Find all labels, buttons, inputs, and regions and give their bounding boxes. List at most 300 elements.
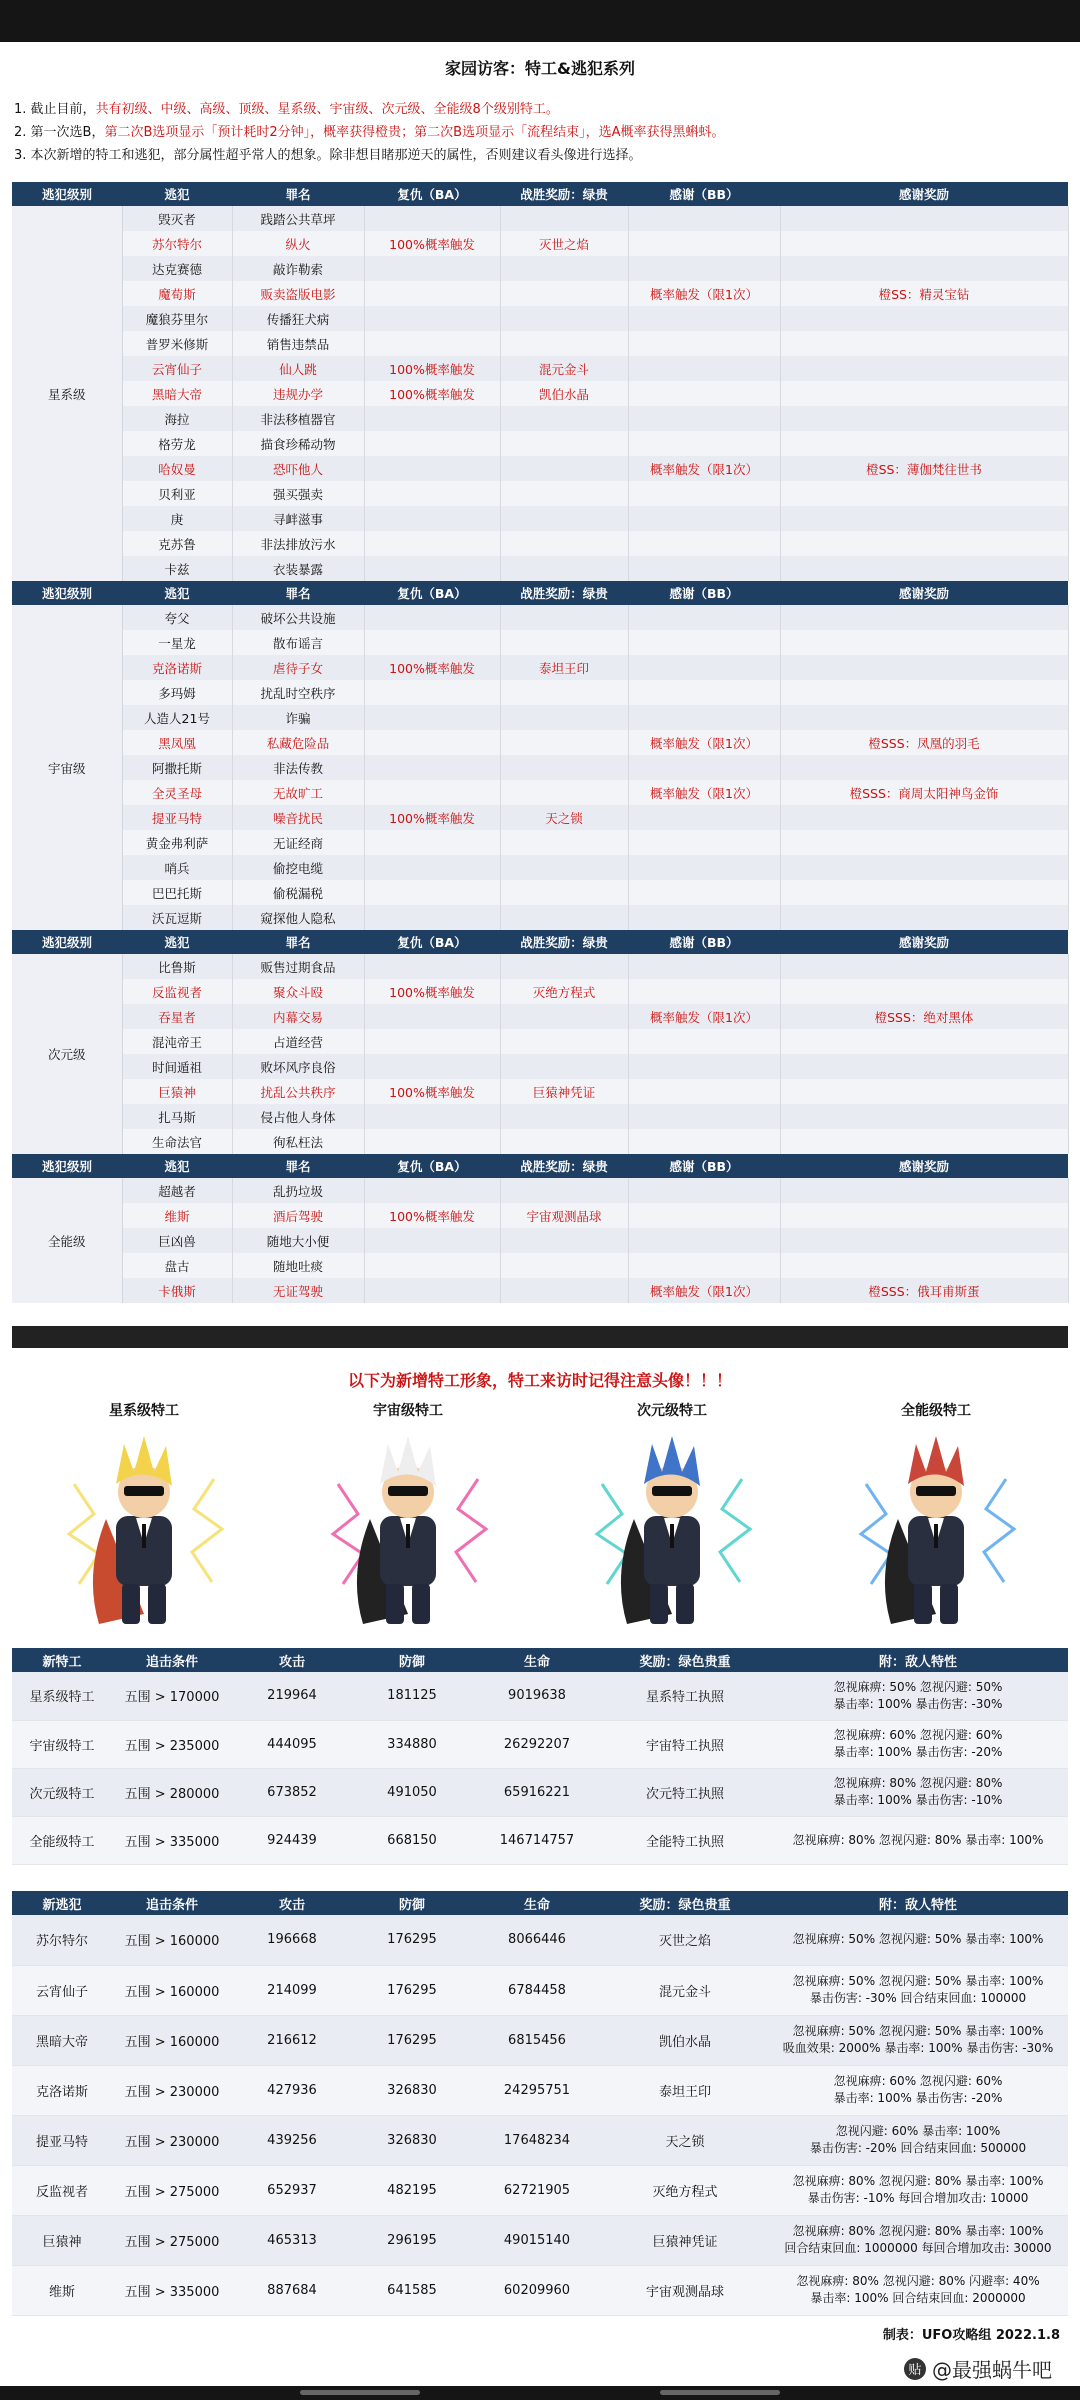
- avatar-slot: [804, 1400, 1068, 1645]
- note-text: 1. 截止目前，: [14, 102, 96, 117]
- column-header: 逃犯: [122, 581, 232, 605]
- thanks-reward: [780, 805, 1068, 830]
- column-header: 攻击: [232, 1891, 352, 1915]
- agent-stats-table: [12, 1648, 1068, 1865]
- left-leg: [650, 1584, 668, 1624]
- crime-name: 违规办学: [232, 381, 364, 406]
- table-row: [12, 1672, 1068, 1720]
- tie: [406, 1524, 410, 1548]
- thanks-trigger: [628, 605, 780, 630]
- attack-value: 673852: [232, 1768, 352, 1816]
- table-row: [12, 1203, 1068, 1228]
- table-row: [12, 481, 1068, 506]
- note-highlight: 共有初级、中级、高级、顶级、星系级、宇宙级、次元级、全能级8个级别特工。: [95, 102, 559, 117]
- thanks-trigger: [628, 381, 780, 406]
- revenge-trigger: [364, 431, 500, 456]
- column-header: 附：敌人特性: [768, 1891, 1068, 1915]
- thanks-reward: 橙SSS：凤凰的羽毛: [780, 730, 1068, 755]
- fugitive-name: 黑凤凰: [122, 730, 232, 755]
- crime-name: 扰乱公共秩序: [232, 1079, 364, 1104]
- pursuit-condition: 五围 > 275000: [112, 2215, 232, 2265]
- crime-name: 虐待子女: [232, 655, 364, 680]
- revenge-trigger: [364, 481, 500, 506]
- trait-line: 暴击率: 100% 暴击伤害: -20%: [833, 1745, 1003, 1759]
- victory-reward: [500, 1004, 628, 1029]
- revenge-trigger: 100%概率触发: [364, 805, 500, 830]
- thanks-trigger: [628, 705, 780, 730]
- thanks-trigger: [628, 630, 780, 655]
- crime-name: 内幕交易: [232, 1004, 364, 1029]
- table-row: [12, 456, 1068, 481]
- nav-pill: [300, 2390, 420, 2395]
- pursuit-condition: 五围 > 280000: [112, 1768, 232, 1816]
- column-header: 感谢（BB）: [628, 581, 780, 605]
- trait-line: 忽视麻痹: 80% 忽视闪避: 80% 闪避率: 40%: [796, 2274, 1040, 2288]
- column-header: 追击条件: [112, 1648, 232, 1672]
- revenge-trigger: 100%概率触发: [364, 655, 500, 680]
- fugitive-name: 卡俄斯: [122, 1278, 232, 1303]
- victory-reward: [500, 306, 628, 331]
- trait-line: 忽视麻痹: 80% 忽视闪避: 80% 暴击率: 100%: [792, 1832, 1044, 1847]
- thanks-trigger: [628, 855, 780, 880]
- fugitive-name: 反监视者: [122, 979, 232, 1004]
- fugitive-name: 苏尔特尔: [122, 231, 232, 256]
- revenge-trigger: [364, 531, 500, 556]
- table-row: [12, 780, 1068, 805]
- table-row: [12, 1720, 1068, 1768]
- attack-value: 924439: [232, 1816, 352, 1864]
- fugitive-name: 生命法官: [122, 1129, 232, 1154]
- tier-label: 次元级: [12, 954, 122, 1154]
- thanks-trigger: [628, 1178, 780, 1203]
- thanks-reward: [780, 356, 1068, 381]
- promo-banner: 以下为新增特工形象，特工来访时记得注意头像！！！: [347, 1371, 732, 1390]
- tier-label: 全能级: [12, 1178, 122, 1303]
- crime-name: 非法传教: [232, 755, 364, 780]
- defense-value: 326830: [352, 2065, 472, 2115]
- avatar-slot: [540, 1400, 804, 1645]
- victory-reward: 天之锁: [500, 805, 628, 830]
- thanks-reward: [780, 905, 1068, 930]
- victory-reward: [500, 256, 628, 281]
- enemy-traits: [768, 2115, 1068, 2165]
- reward-item: 星系特工执照: [602, 1672, 768, 1720]
- revenge-trigger: [364, 281, 500, 306]
- victory-reward: [500, 1278, 628, 1303]
- column-header: 感谢（BB）: [628, 930, 780, 954]
- tier-label: 星系级: [12, 206, 122, 581]
- reward-item: 巨猿神凭证: [602, 2215, 768, 2265]
- crime-name: 衣装暴露: [232, 556, 364, 581]
- table-row: [12, 979, 1068, 1004]
- table-row: [12, 2165, 1068, 2215]
- crime-name: 散布谣言: [232, 630, 364, 655]
- defense-value: 668150: [352, 1816, 472, 1864]
- crime-name: 贩售过期食品: [232, 954, 364, 979]
- victory-reward: [500, 1228, 628, 1253]
- reward-item: 混元金斗: [602, 1965, 768, 2015]
- row-name: 苏尔特尔: [12, 1915, 112, 1965]
- fugitive-name: 巨猿神: [122, 1079, 232, 1104]
- crime-name: 私藏危险品: [232, 730, 364, 755]
- table-row: [12, 605, 1068, 630]
- table-row: [12, 231, 1068, 256]
- crime-name: 占道经营: [232, 1029, 364, 1054]
- crime-name: 无证驾驶: [232, 1278, 364, 1303]
- column-header: 罪名: [232, 930, 364, 954]
- thanks-reward: [780, 331, 1068, 356]
- fugitive-name: 魔荀斯: [122, 281, 232, 306]
- sunglasses: [124, 1486, 164, 1496]
- thanks-trigger: [628, 306, 780, 331]
- revenge-trigger: 100%概率触发: [364, 356, 500, 381]
- table-row: [12, 356, 1068, 381]
- fugitive-name: 黑暗大帝: [122, 381, 232, 406]
- crime-name: 无证经商: [232, 830, 364, 855]
- revenge-trigger: [364, 730, 500, 755]
- fugitive-name: 卡兹: [122, 556, 232, 581]
- fugitive-name: 毁灭者: [122, 206, 232, 231]
- thanks-trigger: [628, 1104, 780, 1129]
- row-name: 反监视者: [12, 2165, 112, 2215]
- thanks-trigger: [628, 680, 780, 705]
- agent-portrait-icon: [572, 1424, 772, 1634]
- criminal-tier-table: [12, 182, 1069, 581]
- tie: [670, 1524, 674, 1548]
- thanks-trigger: [628, 979, 780, 1004]
- thanks-trigger: [628, 655, 780, 680]
- thanks-reward: [780, 1203, 1068, 1228]
- row-name: 巨猿神: [12, 2215, 112, 2265]
- hp-value: 60209960: [472, 2265, 602, 2315]
- fugitive-name: 提亚马特: [122, 805, 232, 830]
- crime-name: 聚众斗殴: [232, 979, 364, 1004]
- attack-value: 652937: [232, 2165, 352, 2215]
- thanks-trigger: 概率触发（限1次）: [628, 780, 780, 805]
- fugitive-name: 多玛姆: [122, 680, 232, 705]
- fugitive-name: 沃瓦逗斯: [122, 905, 232, 930]
- column-header: 逃犯: [122, 930, 232, 954]
- left-leg: [386, 1584, 404, 1624]
- hp-value: 6784458: [472, 1965, 602, 2015]
- fugitive-name: 巨凶兽: [122, 1228, 232, 1253]
- defense-value: 482195: [352, 2165, 472, 2215]
- notes: [14, 98, 1066, 167]
- victory-reward: [500, 630, 628, 655]
- avatar-label: 星系级特工: [109, 1403, 179, 1419]
- crime-name: 酒后驾驶: [232, 1203, 364, 1228]
- crime-name: 销售违禁品: [232, 331, 364, 356]
- crime-name: 无故旷工: [232, 780, 364, 805]
- table-row: [12, 630, 1068, 655]
- victory-reward: [500, 830, 628, 855]
- pursuit-condition: 五围 > 160000: [112, 1915, 232, 1965]
- victory-reward: [500, 680, 628, 705]
- enemy-traits: [768, 2165, 1068, 2215]
- column-header: 逃犯级别: [12, 581, 122, 605]
- table-row: [12, 1768, 1068, 1816]
- trait-line: 暴击率: 100% 暴击伤害: -30%: [833, 1696, 1003, 1711]
- column-header: 战胜奖励：绿贵: [500, 182, 628, 206]
- thanks-reward: [780, 979, 1068, 1004]
- hp-value: 8066446: [472, 1915, 602, 1965]
- thanks-reward: [780, 1054, 1068, 1079]
- note-2: [14, 121, 1066, 144]
- victory-reward: [500, 755, 628, 780]
- thanks-reward: [780, 381, 1068, 406]
- table-row: [12, 730, 1068, 755]
- energy-glow-right: [456, 1479, 486, 1582]
- row-name: 云宵仙子: [12, 1965, 112, 2015]
- thanks-reward: 橙SS：薄伽梵往世书: [780, 456, 1068, 481]
- thanks-reward: [780, 1178, 1068, 1203]
- table-row: [12, 556, 1068, 581]
- thanks-reward: [780, 1104, 1068, 1129]
- thanks-trigger: [628, 231, 780, 256]
- thanks-reward: [780, 306, 1068, 331]
- row-name: 黑暗大帝: [12, 2015, 112, 2065]
- trait-line: 忽视麻痹: 50% 忽视闪避: 50% 暴击率: 100%: [792, 1974, 1044, 1988]
- column-header: 罪名: [232, 182, 364, 206]
- table-row: [12, 2115, 1068, 2165]
- fugitive-name: 贝利亚: [122, 481, 232, 506]
- crime-name: 描食珍稀动物: [232, 431, 364, 456]
- revenge-trigger: 100%概率触发: [364, 979, 500, 1004]
- tie: [934, 1524, 938, 1548]
- victory-reward: [500, 331, 628, 356]
- crime-name: 随地大小便: [232, 1228, 364, 1253]
- thanks-trigger: [628, 331, 780, 356]
- defense-value: 176295: [352, 2015, 472, 2065]
- enemy-traits: [768, 1672, 1068, 1720]
- column-header: 防御: [352, 1891, 472, 1915]
- column-header: 逃犯级别: [12, 1154, 122, 1178]
- fugitive-name: 巴巴托斯: [122, 880, 232, 905]
- table-row: [12, 705, 1068, 730]
- column-header: 新特工: [12, 1648, 112, 1672]
- column-header: 复仇（BA）: [364, 581, 500, 605]
- enemy-traits: [768, 2265, 1068, 2315]
- column-header: 感谢奖励: [780, 930, 1068, 954]
- hp-value: 9019638: [472, 1672, 602, 1720]
- hp-value: 24295751: [472, 2065, 602, 2115]
- thanks-reward: [780, 855, 1068, 880]
- right-leg: [412, 1584, 430, 1624]
- crime-name: 噪音扰民: [232, 805, 364, 830]
- note-3: [14, 144, 1066, 167]
- criminal-tier-table: [12, 1154, 1069, 1303]
- attack-value: 887684: [232, 2265, 352, 2315]
- fugitive-name: 扎马斯: [122, 1104, 232, 1129]
- victory-reward: [500, 481, 628, 506]
- victory-reward: [500, 456, 628, 481]
- table-row: [12, 256, 1068, 281]
- column-header: 感谢（BB）: [628, 1154, 780, 1178]
- victory-reward: [500, 730, 628, 755]
- pursuit-condition: 五围 > 275000: [112, 2165, 232, 2215]
- crime-name: 诈骗: [232, 705, 364, 730]
- table-row: [12, 531, 1068, 556]
- enemy-traits: [768, 1965, 1068, 2015]
- revenge-trigger: [364, 905, 500, 930]
- crime-name: 随地吐痰: [232, 1253, 364, 1278]
- table-row: [12, 206, 1068, 231]
- column-header: 攻击: [232, 1648, 352, 1672]
- agent-avatars: [12, 1400, 1068, 1645]
- avatar-label: 宇宙级特工: [373, 1403, 443, 1419]
- victory-reward: [500, 506, 628, 531]
- table-row: [12, 2015, 1068, 2065]
- row-name: 维斯: [12, 2265, 112, 2315]
- trait-line: 回合结束回血: 1000000 每回合增加攻击: 30000: [784, 2241, 1052, 2255]
- thanks-reward: 橙SS：精灵宝钻: [780, 281, 1068, 306]
- hp-value: 17648234: [472, 2115, 602, 2165]
- victory-reward: [500, 1253, 628, 1278]
- table-row: [12, 655, 1068, 680]
- revenge-trigger: 100%概率触发: [364, 381, 500, 406]
- victory-reward: 混元金斗: [500, 356, 628, 381]
- victory-reward: [500, 1054, 628, 1079]
- revenge-trigger: [364, 306, 500, 331]
- trait-line: 忽视麻痹: 60% 忽视闪避: 60%: [833, 1728, 1003, 1742]
- crime-name: 传播狂犬病: [232, 306, 364, 331]
- revenge-trigger: [364, 1129, 500, 1154]
- column-header: 战胜奖励：绿贵: [500, 930, 628, 954]
- reward-item: 灭世之焰: [602, 1915, 768, 1965]
- thanks-reward: [780, 705, 1068, 730]
- fugitive-name: 普罗米修斯: [122, 331, 232, 356]
- row-name: 全能级特工: [12, 1816, 112, 1864]
- revenge-trigger: [364, 331, 500, 356]
- pursuit-condition: 五围 > 235000: [112, 1720, 232, 1768]
- column-header: 生命: [472, 1891, 602, 1915]
- hp-value: 49015140: [472, 2215, 602, 2265]
- column-header: 复仇（BA）: [364, 1154, 500, 1178]
- row-name: 提亚马特: [12, 2115, 112, 2165]
- victory-reward: 灭世之焰: [500, 231, 628, 256]
- pursuit-condition: 五围 > 170000: [112, 1672, 232, 1720]
- table-row: [12, 2265, 1068, 2315]
- pursuit-condition: 五围 > 335000: [112, 1816, 232, 1864]
- thanks-reward: [780, 406, 1068, 431]
- revenge-trigger: [364, 605, 500, 630]
- victory-reward: [500, 281, 628, 306]
- thanks-reward: [780, 1079, 1068, 1104]
- row-name: 克洛诺斯: [12, 2065, 112, 2115]
- revenge-trigger: [364, 855, 500, 880]
- thanks-trigger: [628, 1203, 780, 1228]
- pursuit-condition: 五围 > 160000: [112, 1965, 232, 2015]
- crime-name: 非法移植器官: [232, 406, 364, 431]
- reward-item: 宇宙观测晶球: [602, 2265, 768, 2315]
- trait-line: 暴击率: 100% 回合结束回血: 2000000: [810, 2291, 1026, 2305]
- pursuit-condition: 五围 > 160000: [112, 2015, 232, 2065]
- fugitive-name: 超越者: [122, 1178, 232, 1203]
- pursuit-condition: 五围 > 230000: [112, 2115, 232, 2165]
- defense-value: 491050: [352, 1768, 472, 1816]
- thanks-trigger: [628, 1054, 780, 1079]
- thanks-trigger: [628, 406, 780, 431]
- criminal-table-container: [12, 182, 1068, 1303]
- row-name: 星系级特工: [12, 1672, 112, 1720]
- thanks-trigger: [628, 1253, 780, 1278]
- table-row: [12, 755, 1068, 780]
- revenge-trigger: [364, 780, 500, 805]
- fugitive-name: 人造人21号: [122, 705, 232, 730]
- table-row: [12, 1029, 1068, 1054]
- row-name: 宇宙级特工: [12, 1720, 112, 1768]
- revenge-trigger: [364, 1253, 500, 1278]
- right-leg: [940, 1584, 958, 1624]
- trait-line: 忽视闪避: 60% 暴击率: 100%: [835, 2124, 1001, 2138]
- table-row: [12, 855, 1068, 880]
- thanks-reward: [780, 880, 1068, 905]
- thanks-trigger: [628, 954, 780, 979]
- reward-item: 凯伯水晶: [602, 2015, 768, 2065]
- trait-line: 暴击伤害: -10% 每回合增加攻击: 10000: [807, 2191, 1029, 2205]
- thanks-reward: [780, 1228, 1068, 1253]
- revenge-trigger: [364, 680, 500, 705]
- note-highlight: 第二次B选项显示「预计耗时2分钟」，概率获得橙贵；第二次B选项显示「流程结束」，选A概率获得黑蝌蚪。: [104, 125, 725, 140]
- thanks-reward: [780, 655, 1068, 680]
- table-row: [12, 1278, 1068, 1303]
- agent-table-container: [12, 1648, 1068, 1865]
- fugitive-name: 克苏鲁: [122, 531, 232, 556]
- table-row: [12, 331, 1068, 356]
- victory-reward: [500, 855, 628, 880]
- revenge-trigger: [364, 830, 500, 855]
- revenge-trigger: 100%概率触发: [364, 231, 500, 256]
- thanks-reward: [780, 755, 1068, 780]
- avatar-label: 次元级特工: [637, 1403, 707, 1419]
- note-1: [14, 98, 1066, 121]
- table-row: [12, 1915, 1068, 1965]
- fugitive-name: 维斯: [122, 1203, 232, 1228]
- crime-name: 强买强卖: [232, 481, 364, 506]
- thanks-trigger: 概率触发（限1次）: [628, 456, 780, 481]
- table-row: [12, 905, 1068, 930]
- enemy-traits: [768, 2065, 1068, 2115]
- thanks-reward: [780, 231, 1068, 256]
- thanks-trigger: 概率触发（限1次）: [628, 281, 780, 306]
- reward-item: 宇宙特工执照: [602, 1720, 768, 1768]
- column-header: 防御: [352, 1648, 472, 1672]
- thanks-reward: 橙SSS：俄耳甫斯蛋: [780, 1278, 1068, 1303]
- crime-name: 非法排放污水: [232, 531, 364, 556]
- thanks-trigger: [628, 805, 780, 830]
- status-bar: [0, 0, 1080, 42]
- reward-item: 天之锁: [602, 2115, 768, 2165]
- thanks-reward: [780, 206, 1068, 231]
- crime-name: 乱扔垃圾: [232, 1178, 364, 1203]
- thanks-trigger: [628, 556, 780, 581]
- table-row: [12, 805, 1068, 830]
- enemy-traits: [768, 2215, 1068, 2265]
- hp-value: 146714757: [472, 1816, 602, 1864]
- criminal-tier-table: [12, 581, 1069, 930]
- attack-value: 465313: [232, 2215, 352, 2265]
- thanks-reward: [780, 481, 1068, 506]
- fugitive-name: 达克赛德: [122, 256, 232, 281]
- table-row: [12, 1253, 1068, 1278]
- column-header: 生命: [472, 1648, 602, 1672]
- trait-line: 忽视麻痹: 80% 忽视闪避: 80%: [833, 1776, 1003, 1790]
- thanks-trigger: [628, 206, 780, 231]
- column-header: 奖励：绿色贵重: [602, 1891, 768, 1915]
- thanks-reward: [780, 256, 1068, 281]
- tier-label: 宇宙级: [12, 605, 122, 930]
- thanks-trigger: [628, 830, 780, 855]
